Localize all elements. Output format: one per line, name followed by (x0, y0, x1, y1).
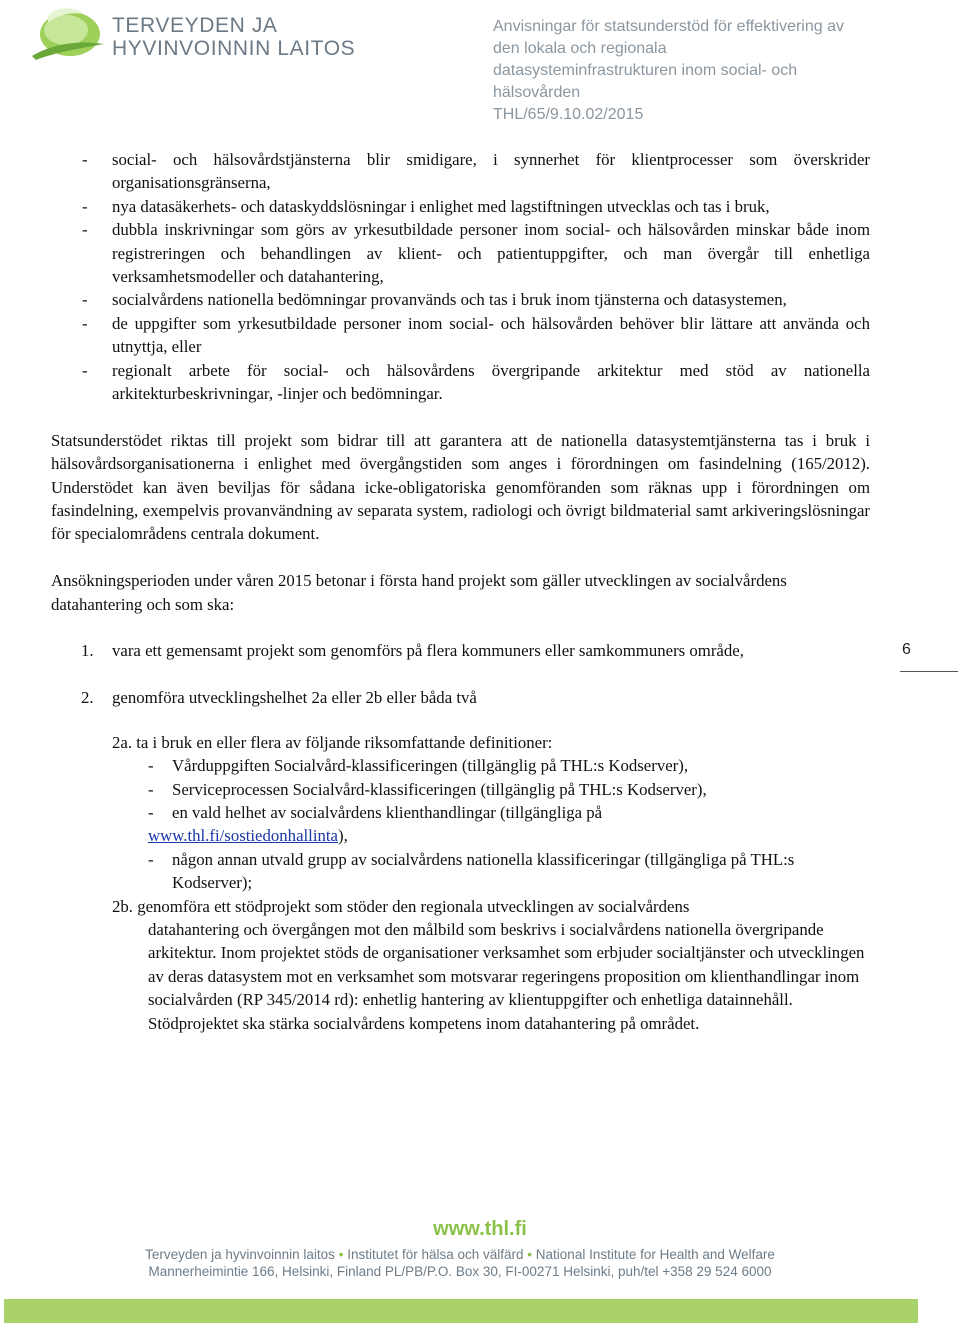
item-text: vara ett gemensamt projekt som genomförs på flera kommuners eller samkommuners område, (112, 641, 744, 661)
paragraph-statsunderstod: Statsunderstödet riktas till projekt som bidrar till att garantera att de nationella datasystemtjänsterna tas i bruk i hälsovårdsorganisationerna i enlighet med övergångstiden som anges i förordningen om fasindelning (165/2012). Understödet kan även beviljas för sådana icke-obligatoriska genomföranden som räknas upp i förordningen om fasindelning, exempelvis provanvändning av separata system, radiologi och övrigt bildmaterial samt arkiveringslösningar för specialområdens centrala dokument. (51, 430, 870, 544)
intro-bullet-list (51, 148, 870, 405)
org-name (112, 14, 355, 60)
doc-title-line: Anvisningar för statsunderstöd för effektivering av (493, 18, 844, 35)
doc-title-line: hälsovården (493, 84, 581, 101)
list-item: - Vårduppgiften Socialvård-klassificeringen (tillgänglig på THL:s Kodserver), (148, 754, 870, 777)
sostiedonhallinta-link[interactable]: www.thl.fi/sostiedonhallinta (148, 826, 339, 846)
page-number-rule (900, 671, 958, 672)
footer-institute-names (0, 1247, 920, 1262)
item-text: en vald helhet av socialvårdens klienthandlingar (tillgängliga på (172, 802, 603, 822)
item-number: 2. (81, 688, 94, 708)
list-item (51, 639, 870, 662)
option-2b-body: datahantering och övergången mot den målbild som beskrivs i socialvårdens nationella övergripande arkitektur. Inom projektet stöds de organisationer verksamhet som erbjuder socialtjänster och utvecklingen av deras datasystem mot en verksamhet som motsvarar regeringens proposition om klienthandlingar inom socialvården (RP 345/2014 rd): enhetlig hantering av klientuppgifter och enhetliga datainnehåll. Stödprojektet ska stärka socialvårdens kompetens inom datahantering på området. (148, 919, 865, 1033)
list-item (148, 801, 870, 848)
list-item: - regionalt arbete för social- och hälsovårdens övergripande arkitektur med stöd av nationella arkitekturbeskrivningar, -linjer och bedömningar. (51, 359, 870, 406)
item-text: genomföra utvecklingshelhet 2a eller 2b eller båda två (112, 688, 477, 708)
document-title (493, 16, 913, 126)
institute-name-sv: Institutet för hälsa och välfärd (347, 1247, 524, 1262)
footer-green-bar (4, 1299, 918, 1323)
option-2a (51, 731, 870, 895)
item-number: 1. (81, 641, 94, 661)
institute-name-en: National Institute for Health and Welfare (535, 1247, 775, 1262)
option-text: ta i bruk en eller flera av följande riksomfattande definitioner: (136, 732, 553, 752)
option-label: 2a. (112, 732, 133, 752)
list-item: - socialvårdens nationella bedömningar provanvänds och tas i bruk inom tjänsterna och datasystemen, (51, 288, 870, 311)
option-text: genomföra ett stödprojekt som stöder den regionala utvecklingen av socialvårdens (137, 896, 690, 916)
list-item: - Serviceprocessen Socialvård-klassificeringen (tillgänglig på THL:s Kodserver), (148, 778, 870, 801)
separator-bullet-icon: • (338, 1247, 344, 1262)
doc-title-line: den lokala och regionala (493, 40, 667, 57)
thl-logo (26, 4, 366, 66)
page-number: 6 (902, 641, 911, 658)
list-item (148, 848, 870, 895)
institute-name-fi: Terveyden ja hyvinvoinnin laitos (145, 1247, 335, 1262)
option-2a-list (112, 754, 870, 894)
item-text: någon annan utvald grupp av socialvårdens nationella klassificeringar (tillgängliga på THL:s Kodserver); (172, 849, 795, 893)
footer-address: Mannerheimintie 166, Helsinki, Finland PL/PB/P.O. Box 30, FI-00271 Helsinki, puh/tel +358 29 524 6000 (148, 1264, 772, 1279)
list-item: - de uppgifter som yrkesutbildade personer inom social- och hälsovården behöver blir lättare att använda och utnyttja, eller (51, 312, 870, 359)
list-item: - dubbla inskrivningar som görs av yrkesutbildade personer inom social- och hälsovården minskar både inom registreringen och behandlingen av klient- och patientuppgifter, och man övergår till enhetliga verksamhetsmodeller och datahantering, (51, 218, 870, 288)
option-label: 2b. (112, 896, 133, 916)
thl-leaf-logo-icon (26, 4, 106, 66)
doc-title-line: datasysteminfrastrukturen inom social- och (493, 62, 798, 79)
document-body (51, 148, 870, 1035)
footer-website: www.thl.fi (433, 1218, 527, 1240)
option-2b (51, 895, 870, 1035)
list-item: - nya datasäkerhets- och dataskyddslösningar i enlighet med lagstiftningen utvecklas och tas i bruk, (51, 195, 870, 218)
link-suffix: ), (338, 826, 348, 846)
org-name-line2: HYVINVOINNIN LAITOS (112, 37, 356, 60)
separator-bullet-icon: • (527, 1247, 533, 1262)
list-item: - social- och hälsovårdstjänsterna blir smidigare, i synnerhet för klientprocesser som överskrider organisationsgränserna, (51, 148, 870, 195)
paragraph-ansokningsperiod: Ansökningsperioden under våren 2015 betonar i första hand projekt som gäller utvecklingen av socialvårdens datahantering och som ska: (51, 571, 787, 614)
list-item (51, 686, 870, 709)
document-reference: THL/65/9.10.02/2015 (493, 106, 644, 123)
org-name-line1: TERVEYDEN JA (112, 14, 278, 37)
numbered-list (51, 639, 870, 709)
